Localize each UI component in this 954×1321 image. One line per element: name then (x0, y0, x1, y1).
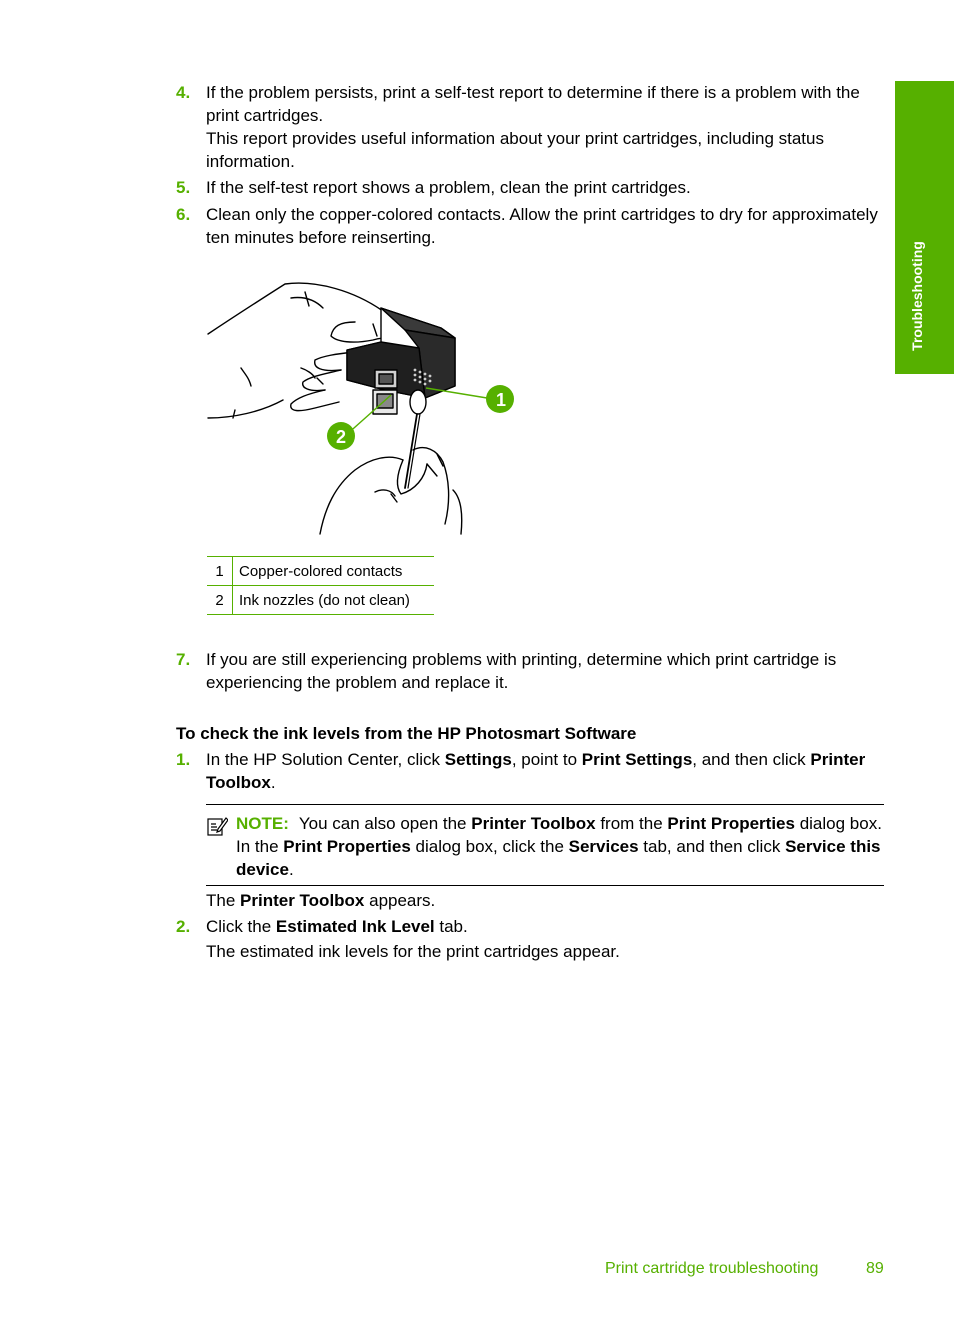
step-number: 1. (176, 750, 191, 769)
note-label: NOTE: (236, 814, 289, 833)
step-text: In the HP Solution Center, click Settings, point to Print Settings, and then click Printer Toolbox. (206, 750, 866, 792)
step-5 (176, 176, 886, 199)
ui-term-estimated-ink-level: Estimated Ink Level (275, 917, 435, 936)
note-text: NOTE: You can also open the Printer Toolbox from the Print Properties dialog box. In the Print Properties dialog box, click the Services tab, and then click Service this device. (236, 814, 882, 879)
step-number: 6. (176, 205, 191, 224)
legend-number: 2 (207, 586, 233, 615)
legend-text: Ink nozzles (do not clean) (233, 586, 435, 615)
step-6 (176, 203, 886, 249)
step-number: 2. (176, 917, 191, 936)
step-7 (176, 648, 886, 694)
legend-number: 1 (207, 557, 233, 586)
page-number: 89 (866, 1260, 884, 1277)
step-number: 5. (176, 178, 191, 197)
step-text: Clean only the copper-colored contacts. Allow the print cartridges to dry for approximately ten minutes before reinserting. (206, 205, 878, 247)
cartridge-illustration-svg (205, 278, 470, 538)
step-number: 7. (176, 650, 191, 669)
procedure-step-1 (176, 748, 886, 794)
step-text: If you are still experiencing problems with printing, determine which print cartridge is experiencing the problem and replace it. (206, 650, 837, 692)
section-heading: To check the ink levels from the HP Photosmart Software (176, 724, 637, 743)
step-text: This report provides useful information about your print cartridges, including status information. (206, 129, 824, 171)
step-text: If the problem persists, print a self-test report to determine if there is a problem with the print cartridges. (206, 83, 860, 125)
legend-text: Copper-colored contacts (233, 557, 435, 586)
ui-term-printer-toolbox: Printer Toolbox (206, 750, 866, 792)
table-row (207, 586, 434, 615)
procedure-step-2 (176, 915, 886, 938)
step-text: If the self-test report shows a problem, clean the print cartridges. (206, 178, 691, 197)
ui-term-print-settings: Print Settings (581, 750, 693, 769)
step-4 (176, 81, 886, 173)
cartridge-cleaning-illustration (205, 278, 470, 538)
table-row (207, 557, 434, 586)
figure-legend-table (207, 556, 434, 615)
step-result-text: The Printer Toolbox appears. (206, 891, 436, 910)
note-icon (206, 815, 228, 843)
callout-1-label: 1 (495, 390, 506, 410)
note-box (206, 804, 884, 886)
step-number: 4. (176, 83, 191, 102)
step-result-text: The estimated ink levels for the print cartridges appear. (206, 942, 620, 961)
ui-term-settings: Settings (444, 750, 512, 769)
step-text: Click the Estimated Ink Level tab. (206, 917, 468, 936)
callout-2-label: 2 (335, 427, 346, 447)
footer-section-title: Print cartridge troubleshooting (605, 1260, 819, 1277)
